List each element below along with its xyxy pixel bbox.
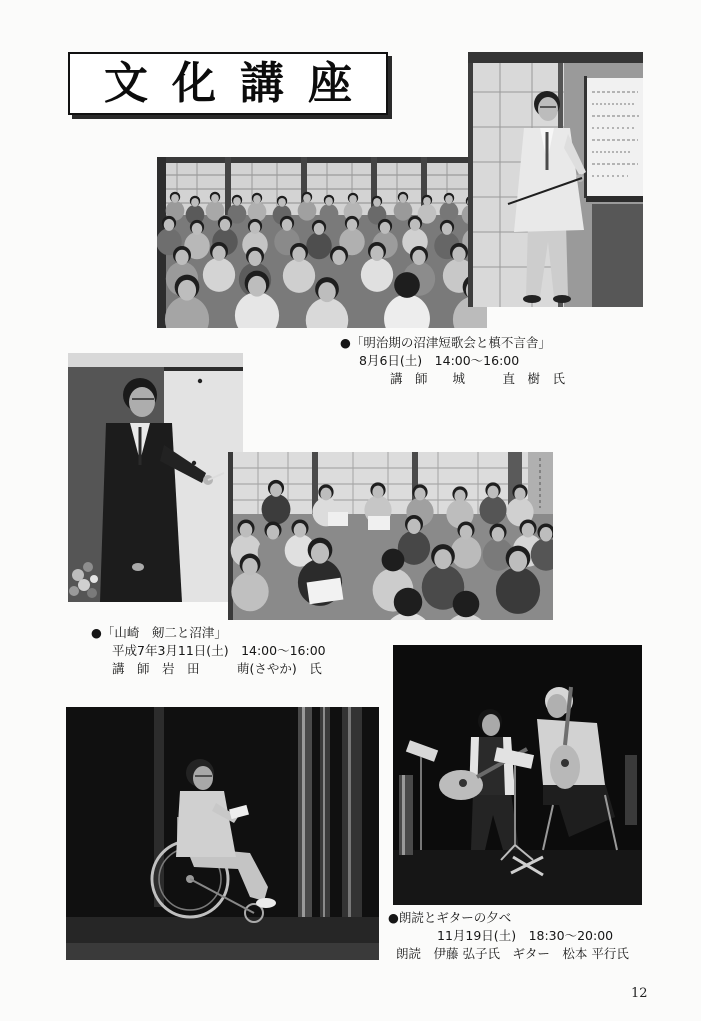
photo-lecture1-audience (157, 157, 487, 328)
lecture-date: 8月6日(土) 14:00〜16:00 (359, 353, 520, 368)
lecture-title: ●「山崎 剱二と沼津」 (91, 625, 227, 640)
lecture-title: ●朗読とギターの夕べ (388, 910, 512, 925)
section-title: 文化講座 (104, 57, 376, 109)
lecture-caption-1 (340, 335, 640, 389)
lecture-date: 平成7年3月11日(土) 14:00〜16:00 (112, 643, 326, 658)
lecture-title: ●「明治期の沼津短歌会と槙不言舎」 (340, 335, 551, 350)
photo-lecture2-audience (228, 452, 553, 620)
lecture-lecturer: 講 師 城 直 樹 氏 (390, 371, 566, 386)
page-number: 12 (631, 986, 648, 1001)
photo-reading-guitar-performers (393, 645, 642, 905)
photo-lecture2-speaker (68, 353, 243, 602)
lecture-lecturer: 朗読 伊藤 弘子氏 ギター 松本 平行氏 (396, 946, 629, 961)
photo-lecture1-speaker (468, 52, 643, 307)
section-title-box (68, 52, 388, 115)
photo-reading-performer (66, 707, 379, 960)
blackboard (584, 76, 643, 307)
lecture-caption-2 (91, 625, 391, 679)
lecture-date: 11月19日(土) 18:30〜20:00 (437, 928, 614, 943)
lecture-caption-3 (388, 910, 688, 964)
lecture-lecturer: 講 師 岩 田 萌(さやか) 氏 (112, 661, 322, 676)
